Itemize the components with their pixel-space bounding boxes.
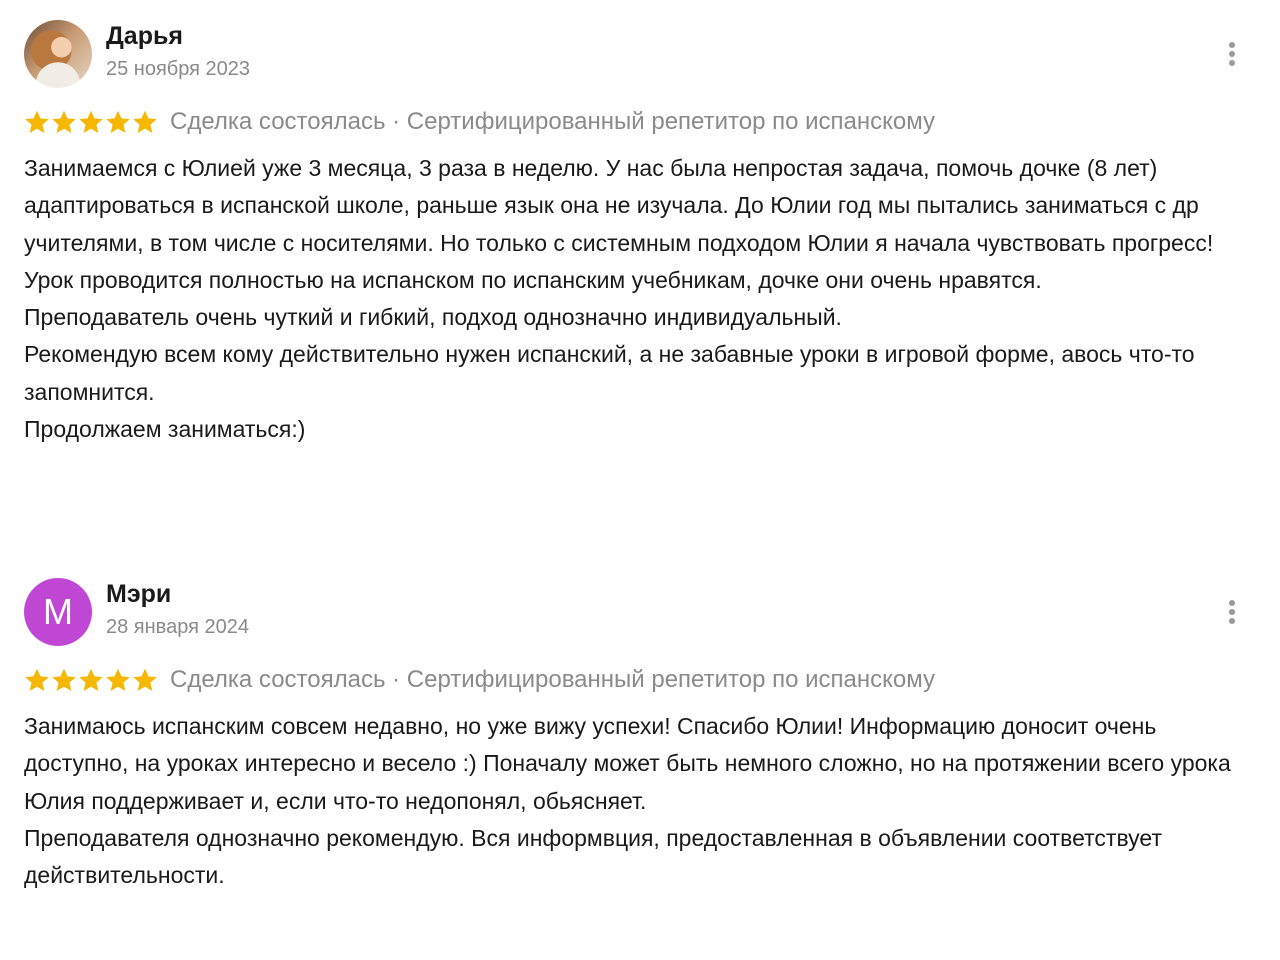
avatar[interactable] bbox=[24, 20, 92, 88]
review-card bbox=[24, 576, 1256, 894]
review-meta bbox=[24, 660, 1256, 700]
star-icon bbox=[105, 667, 131, 693]
more-dot-icon bbox=[1229, 60, 1235, 66]
deal-status: Сделка состоялась · Сертифицированный репетитор по испанскому bbox=[170, 108, 935, 135]
review-card bbox=[24, 18, 1256, 448]
review-header bbox=[24, 18, 1256, 90]
more-dot-icon bbox=[1229, 42, 1235, 48]
star-icon bbox=[24, 109, 50, 135]
star-icon bbox=[105, 109, 131, 135]
review-header bbox=[24, 576, 1256, 648]
star-icon bbox=[78, 667, 104, 693]
review-paragraph: Преподаватель очень чуткий и гибкий, подход однозначно индивидуальный. bbox=[24, 304, 842, 331]
star-icon bbox=[51, 109, 77, 135]
review-paragraph: Занимаемся с Юлией уже 3 месяца, 3 раза в неделю. У нас была непростая задача, помочь дочке (8 лет) адаптироваться в испанской школе, раньше язык она не изучала. До Юлии год мы пытались заниматься с др учителями, в том числе с носителями. Но только с системным подходом Юлии я начала чувствовать прогресс! Урок проводится полностью на испанском по испанским учебникам, дочке они очень нравятся. bbox=[24, 155, 1214, 293]
review-text bbox=[24, 150, 1246, 448]
review-paragraph: Рекомендую всем кому действительно нужен испанский, а не забавные уроки в игровой форме, авось что-то запомнится. bbox=[24, 341, 1195, 405]
avatar[interactable]: М bbox=[24, 578, 92, 646]
star-icon bbox=[51, 667, 77, 693]
more-options-button[interactable] bbox=[1226, 42, 1238, 72]
rating-stars bbox=[24, 667, 158, 693]
more-dot-icon bbox=[1229, 51, 1235, 57]
review-meta bbox=[24, 102, 1256, 142]
star-icon bbox=[132, 667, 158, 693]
review-date: 28 января 2024 bbox=[106, 616, 249, 638]
star-icon bbox=[24, 667, 50, 693]
author-name[interactable]: Дарья bbox=[106, 22, 183, 50]
review-paragraph: Преподавателя однозначно рекомендую. Вся информвция, предоставленная в объявлении соответствует действительности. bbox=[24, 824, 1162, 889]
more-options-button[interactable] bbox=[1226, 600, 1238, 630]
review-paragraph: Продолжаем заниматься:) bbox=[24, 416, 306, 443]
more-dot-icon bbox=[1229, 609, 1235, 615]
review-date: 25 ноября 2023 bbox=[106, 58, 251, 80]
deal-status: Сделка состоялась · Сертифицированный репетитор по испанскому bbox=[170, 666, 935, 693]
rating-stars bbox=[24, 109, 158, 135]
review-text bbox=[24, 708, 1246, 894]
more-dot-icon bbox=[1229, 618, 1235, 624]
star-icon bbox=[78, 109, 104, 135]
more-dot-icon bbox=[1229, 600, 1235, 606]
author-name[interactable]: Мэри bbox=[106, 580, 172, 608]
star-icon bbox=[132, 109, 158, 135]
review-paragraph: Занимаюсь испанским совсем недавно, но уже вижу успехи! Спасибо Юлии! Информацию доносит очень доступно, на уроках интересно и весело :) Поначалу может быть немного сложно, но на протяжении всего урока Юлия поддерживает и, если что-то недопонял, обьясняет. bbox=[24, 713, 1231, 814]
